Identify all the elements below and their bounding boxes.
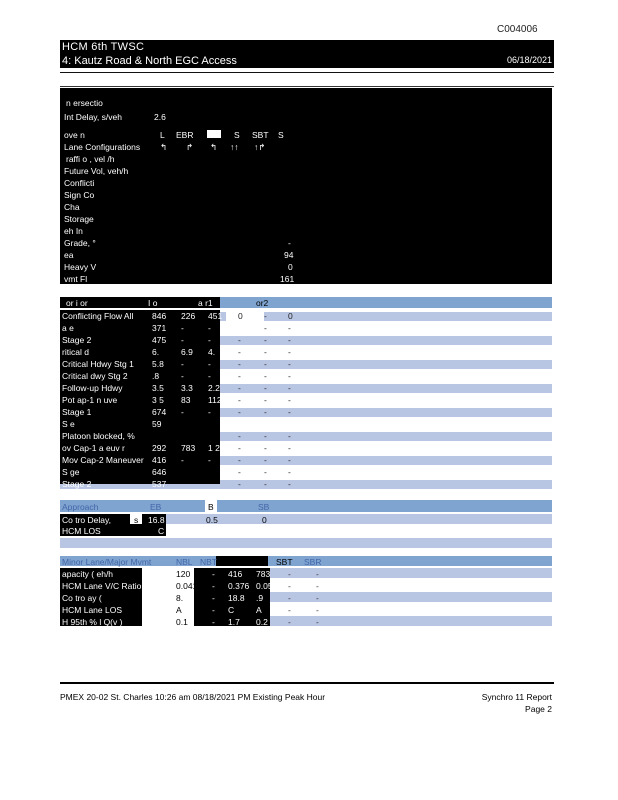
major-value: - [238, 431, 241, 441]
row-value: 3.5 [152, 383, 164, 393]
row-value: 783 [181, 443, 196, 453]
control-delay-label: Co tro Delay, [62, 515, 111, 525]
row-label: Mov Cap-2 Maneuver [62, 455, 144, 465]
row-value: 83 [181, 395, 191, 405]
control-delay-nb: 0.5 [206, 515, 218, 525]
footer-right: Synchro 11 Report [481, 692, 552, 702]
divider [60, 86, 554, 87]
report-header [60, 40, 554, 68]
row-value: 6.9 [181, 347, 193, 357]
row-value: 120 [176, 569, 191, 579]
row-value: 537 [152, 479, 167, 489]
major-value: 0 [238, 311, 243, 321]
row-value: A [256, 605, 262, 615]
lane-config-icon: ↑↱ [254, 142, 266, 152]
row-value: 451 [208, 311, 223, 321]
major-value: - [238, 359, 241, 369]
major-value: - [264, 335, 267, 345]
major-value: - [288, 395, 291, 405]
row-label: Critical dwy Stg 2 [62, 371, 128, 381]
row-label: Int Delay, s/veh [64, 112, 122, 122]
major-value: - [238, 443, 241, 453]
row-label: ea [64, 250, 74, 260]
row-value: - [288, 238, 291, 248]
major-value: - [288, 359, 291, 369]
row-value: - [288, 605, 291, 615]
movement-col: EBR [176, 130, 194, 140]
row-value: - [208, 359, 211, 369]
row-value: C [228, 605, 235, 615]
row-label: a e [62, 323, 74, 333]
row-value: .9 [256, 593, 264, 603]
row-value: 18.8 [228, 593, 245, 603]
major-value: - [264, 311, 267, 321]
minor-lane-col: SBT [276, 557, 293, 567]
row-value: 59 [152, 419, 162, 429]
row-label: Grade, ° [64, 238, 96, 248]
row-value: 1 20 [208, 443, 225, 453]
row-value: - [208, 407, 211, 417]
major-value: - [238, 467, 241, 477]
approach-col: B [208, 502, 214, 512]
white-patch [226, 310, 264, 328]
minor-lane-col: SBR [304, 557, 322, 567]
row-label: Follow-up Hdwy [62, 383, 123, 393]
control-delay-eb: 16.8 [148, 515, 165, 525]
row-value: 416 [152, 455, 167, 465]
major-value: - [288, 443, 291, 453]
row-label: Co tro ay ( [62, 593, 102, 603]
major-value: - [288, 323, 291, 333]
movement-col: S [278, 130, 284, 140]
row-label: Stage 2 [62, 335, 92, 345]
major-value: - [238, 371, 241, 381]
row-label: Platoon blocked, % [62, 431, 135, 441]
major-value: - [288, 431, 291, 441]
row-value: - [288, 593, 291, 603]
major-value: - [238, 455, 241, 465]
row-value: - [208, 323, 211, 333]
movement-col-highlight [207, 130, 221, 138]
row-label: S ge [62, 467, 80, 477]
minor-lane-label: Minor Lane/Major Mvmt [62, 557, 152, 567]
row-value: 0.1 [176, 617, 188, 627]
row-value: 0.376 [228, 581, 250, 591]
lane-config-icon: ↱ [186, 142, 194, 152]
major-value: - [264, 431, 267, 441]
row-label: Future Vol, veh/h [64, 166, 129, 176]
row-value: 3.3 [181, 383, 193, 393]
row-label: ritical d [62, 347, 89, 357]
row-value: - [212, 569, 215, 579]
movement-col: L [160, 130, 165, 140]
row-value: 0 [288, 262, 293, 272]
row-label: Critical Hdwy Stg 1 [62, 359, 134, 369]
hcm-los-label: HCM LOS [62, 526, 101, 536]
row-value: - [288, 581, 291, 591]
major-value: - [264, 371, 267, 381]
row-value: - [181, 359, 184, 369]
row-value: - [181, 407, 184, 417]
row-value: - [316, 605, 319, 615]
row-value: - [212, 605, 215, 615]
footer-rule [60, 682, 554, 684]
row-label: Conflicting Flow All [62, 311, 134, 321]
intersection-name: 4: Kautz Road & North EGC Access [62, 55, 237, 67]
lane-config-icon: ↰ [210, 142, 218, 152]
movement-col: SBT [252, 130, 269, 140]
row-value: 226 [181, 311, 196, 321]
row-label: S e [62, 419, 75, 429]
document-id: C004006 [497, 24, 538, 35]
major-value: - [288, 347, 291, 357]
major-value: - [238, 407, 241, 417]
row-label: Storage [64, 214, 94, 224]
row-value: 783 [256, 569, 271, 579]
major-value: - [288, 335, 291, 345]
row-value: - [181, 371, 184, 381]
major-value: - [264, 383, 267, 393]
major-value: 0 [288, 311, 293, 321]
row-value: 846 [152, 311, 167, 321]
row-value: - [181, 323, 184, 333]
major-value: - [238, 479, 241, 489]
row-value: 0.041 [176, 581, 198, 591]
row-label: ov Cap-1 a euv r [62, 443, 125, 453]
lane-config-icon: ↰ [160, 142, 168, 152]
row-label: Conflicti [64, 178, 95, 188]
int-delay-value: 2.6 [154, 112, 166, 122]
row-value: 1120 [208, 395, 227, 405]
row-value: 4. [208, 347, 216, 357]
major-value: - [288, 455, 291, 465]
major-value: - [264, 323, 267, 333]
row-value: 2.2 [208, 383, 220, 393]
row-value: .8 [152, 371, 160, 381]
movement-col: S [234, 130, 240, 140]
row-value: - [316, 569, 319, 579]
row-value: - [316, 617, 319, 627]
major-value: - [264, 347, 267, 357]
header-dark [216, 556, 268, 566]
row-value: - [208, 455, 211, 465]
major-value: - [264, 467, 267, 477]
major-value: - [264, 479, 267, 489]
row-value: - [212, 581, 215, 591]
major-value: - [264, 455, 267, 465]
row-value: 646 [152, 467, 167, 477]
major-value: - [238, 395, 241, 405]
row-label: HCM Lane V/C Ratio [62, 581, 142, 591]
row-value: 3 5 [152, 395, 164, 405]
major-value: - [264, 395, 267, 405]
row-value: 292 [152, 443, 167, 453]
hcm-los-eb: C [158, 526, 165, 536]
row-value: 8. [176, 593, 184, 603]
report-title: HCM 6th TWSC [62, 41, 145, 53]
row-label: HCM Lane LOS [62, 605, 122, 615]
row-label: n ersectio [66, 98, 103, 108]
row-value: - [316, 593, 319, 603]
section-header-col: a r1 [198, 298, 213, 308]
report-date: 06/18/2021 [506, 55, 552, 65]
row-label: Stage 2 [62, 479, 92, 489]
approach-label: Approach [62, 502, 99, 512]
major-value: - [264, 407, 267, 417]
major-value: - [264, 443, 267, 453]
row-value: 371 [152, 323, 167, 333]
row-value: 674 [152, 407, 167, 417]
footer-page: Page 2 [525, 704, 552, 714]
row-value: 1.7 [228, 617, 240, 627]
row-value: - [208, 371, 211, 381]
row-label: Heavy V [64, 262, 97, 272]
row-value: A [176, 605, 182, 615]
row-value: - [316, 581, 319, 591]
row-value: - [288, 569, 291, 579]
approach-col: EB [150, 502, 162, 512]
row-label: Cha [64, 202, 80, 212]
major-value: - [288, 407, 291, 417]
major-value: - [238, 383, 241, 393]
row-label: eh In [64, 226, 83, 236]
minor-lane-col: NBL [176, 557, 193, 567]
minor-lane-col: NBT [200, 557, 217, 567]
row-value: - [212, 617, 215, 627]
row-value: 0.2 [256, 617, 268, 627]
band [60, 538, 552, 548]
section-header-col: I o [148, 298, 158, 308]
major-value: - [288, 371, 291, 381]
row-value: - [208, 335, 211, 345]
row-value: 416 [228, 569, 243, 579]
row-value: 5.8 [152, 359, 164, 369]
divider [60, 72, 554, 73]
section-header-label: or i or [66, 298, 88, 308]
row-value: - [212, 593, 215, 603]
row-value: - [288, 617, 291, 627]
row-value: - [181, 455, 184, 465]
intersection-table [60, 88, 552, 284]
row-label: Stage 1 [62, 407, 92, 417]
row-value: 475 [152, 335, 167, 345]
major-value: - [288, 383, 291, 393]
row-label: ove n [64, 130, 85, 140]
lane-config-icon: ↑↑ [230, 142, 239, 152]
row-value: - [181, 335, 184, 345]
row-label: apacity ( eh/h [62, 569, 114, 579]
row-label: Pot ap-1 n uve [62, 395, 118, 405]
row-label: H 95th % l Q(v ) [62, 617, 123, 627]
control-delay-suffix: s [134, 515, 139, 525]
major-value: - [288, 467, 291, 477]
row-label: Sign Co [64, 190, 95, 200]
major-value: - [288, 479, 291, 489]
row-label: vmt Fl [64, 274, 88, 284]
approach-col: SB [258, 502, 270, 512]
row-label: raffi o , vel /h [66, 154, 115, 164]
row-value: 161 [280, 274, 295, 284]
footer-left: PMEX 20-02 St. Charles 10:26 am 08/18/2021 PM Existing Peak Hour [60, 692, 326, 702]
row-label: Lane Configurations [64, 142, 141, 152]
row-value: 94 [284, 250, 294, 260]
control-delay-sb: 0 [262, 515, 267, 525]
major-value: - [264, 359, 267, 369]
row-value: 0.057 [256, 581, 278, 591]
row-value: 6. [152, 347, 160, 357]
section-header-col: or2 [256, 298, 269, 308]
major-value: - [238, 335, 241, 345]
major-value: - [238, 347, 241, 357]
section-header [60, 500, 552, 512]
